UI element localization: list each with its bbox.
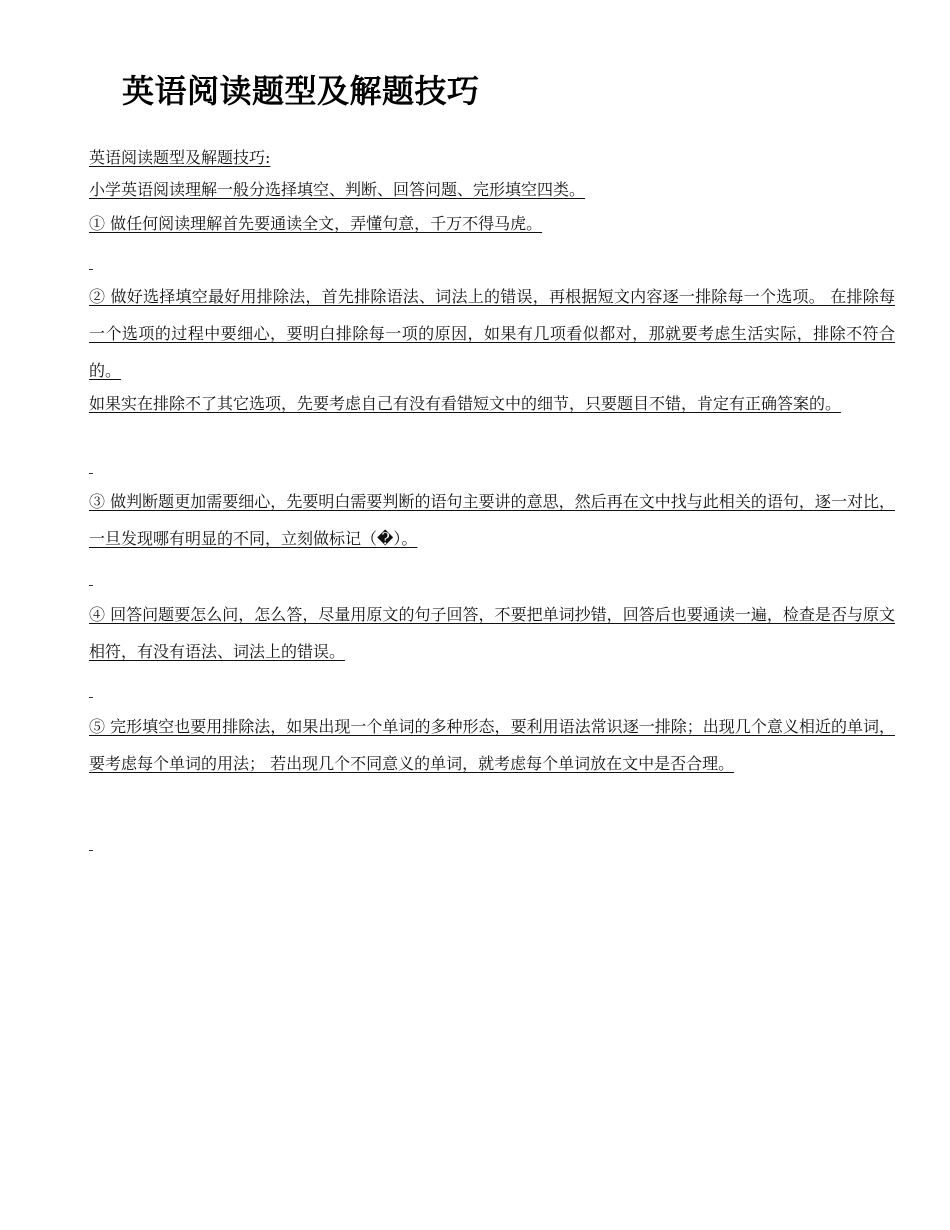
page-title: 英语阅读题型及解题技巧 bbox=[122, 72, 480, 110]
empty-line-marker bbox=[89, 850, 93, 851]
paragraph-tip-3: ③ 做判断题更加需要细心，先要明白需要判断的语句主要讲的意思，然后再在文中找与此相关的语句，逐一对比，一旦发现哪有明显的不同，立刻做标记（�）。 bbox=[89, 492, 895, 548]
empty-line-marker bbox=[89, 473, 93, 474]
empty-line-marker bbox=[89, 697, 93, 698]
paragraph-tip-1: ① 做任何阅读理解首先要通读全文，弄懂句意，千万不得马虎。 bbox=[89, 214, 543, 233]
empty-line-marker bbox=[89, 585, 93, 586]
paragraph-tip-2-continued: 如果实在排除不了其它选项，先要考虑自己有没有看错短文中的细节，只要题目不错，肯定有正确答案的。 bbox=[89, 394, 842, 413]
paragraph-intro-heading: 英语阅读题型及解题技巧: bbox=[89, 148, 271, 167]
paragraph-tip-4: ④ 回答问题要怎么问，怎么答，尽量用原文的句子回答，不要把单词抄错，回答后也要通读一遍，检查是否与原文相符，有没有语法、词法上的错误。 bbox=[89, 605, 895, 661]
paragraph-tip-5: ⑤ 完形填空也要用排除法，如果出现一个单词的多种形态，要利用语法常识逐一排除；出现几个意义相近的单词，要考虑每个单词的用法； 若出现几个不同意义的单词，就考虑每个单词放在文中是否合理。 bbox=[89, 717, 895, 773]
paragraph-categories: 小学英语阅读理解一般分选择填空、判断、回答问题、完形填空四类。 bbox=[89, 180, 586, 199]
paragraph-tip-2: ② 做好选择填空最好用排除法，首先排除语法、词法上的错误，再根据短文内容逐一排除每一个选项。 在排除每一个选项的过程中要细心，要明白排除每一项的原因，如果有几项看似都对，那就要考虑生活实际，排除不符合的。 bbox=[89, 287, 895, 380]
empty-line-marker bbox=[89, 269, 93, 270]
